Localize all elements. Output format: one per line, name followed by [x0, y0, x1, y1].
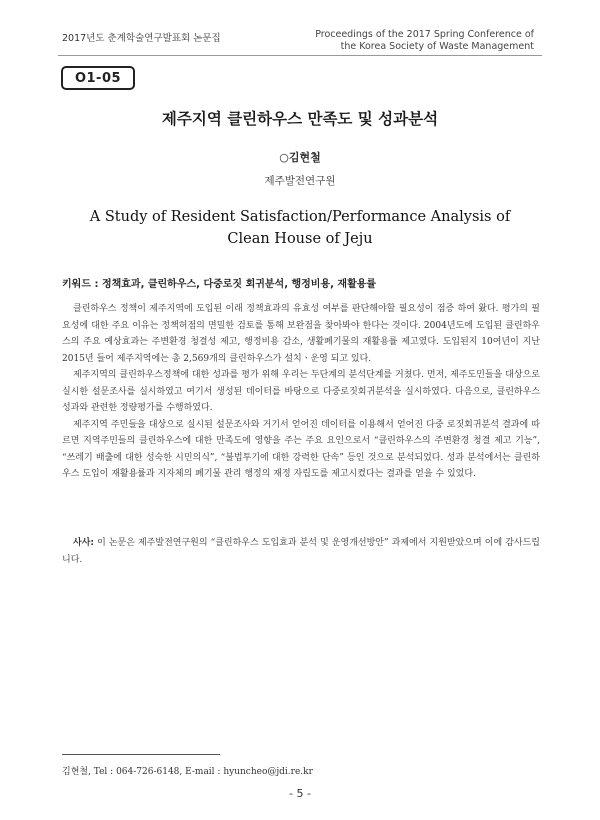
author-contact-footnote: 김현철, Tel : 064-726-6148, E-mail : hyuncheo@jdi.re.kr: [62, 767, 313, 777]
header-conference-ko: 2017년도 춘계학술연구발표회 논문집: [62, 33, 221, 44]
header-en-line1: Proceedings of the 2017 Spring Conference of: [315, 29, 534, 40]
title-en-line2: Clean House of Jeju: [227, 231, 373, 247]
author-affiliation: 제주발전연구원: [264, 175, 336, 187]
ack-text: 이 논문은 제주발전연구원의 “클린하우스 도입효과 분석 및 운영개선방안” 과제에서 지원받았으며 이에 감사드립니다.: [62, 538, 540, 565]
paper-title-english: [0, 206, 600, 250]
ack-label: 사사:: [73, 538, 94, 548]
page-number: - 5 -: [289, 787, 311, 800]
abstract-paragraph: 클린하우스 정책이 제주지역에 도입된 이래 정책효과의 유효성 여부를 판단해야할 필요성이 점증 하여 왔다. 평가의 필요성에 대한 주요 이유는 정책허점의 면밀한 검토를 통해 보완점을 찾아봐야 한다는 것이다. 2004년도에 도입된 클린하우스의 주요 예상효과는 주변환경 청결성 제고, 행정비용 감소, 생활폐기물의 재활용률 제고였다. 도입된지 10여년이 지난 2015년 들어 제주지역에는 총 2,569개의 클린하우스가 설치ㆍ운영 되고 있다.: [62, 304, 540, 364]
abstract-paragraph: 제주지역 주민들을 대상으로 실시된 설문조사와 거기서 얻어진 데이터를 이용해서 얻어진 다중 로짓회귀분석 결과에 따르면 지역주민들의 클린하우스에 대한 만족도에 영향을 주는 주요 요인으로서 “클린하우스의 주변환경 청결 제고 기능”, “쓰레기 배출에 대한 성숙한 시민의식”, “불법투기에 대한 강력한 단속” 등인 것으로 분석되었다. 성과 분석에서는 클린하우스 도입이 재활용률과 지자체의 폐기물 관리 행정의 재정 자립도를 제고시켰다는 결과를 얻을 수 있었다.: [62, 419, 540, 479]
abstract-body: [62, 301, 540, 483]
header-conference-en: [315, 29, 534, 53]
session-code-badge: O1-05: [61, 66, 135, 90]
title-en-line1: A Study of Resident Satisfaction/Performance Analysis of: [89, 209, 511, 225]
author-name: ○김현철: [279, 151, 321, 164]
acknowledgement: [62, 535, 540, 568]
header-en-line2: the Korea Society of Waste Management: [340, 41, 534, 52]
abstract-paragraph: 제주지역의 클린하우스정책에 대한 성과를 평가 위해 우리는 두단계의 분석단계를 거쳤다. 먼저, 제주도민들을 대상으로 실시한 설문조사를 실시하였고 여기서 생성된 데이터를 바탕으로 다중로짓회귀분석을 실시하였다. 다음으로, 클린하우스 성과와 관련한 정량평가를 수행하였다.: [62, 370, 540, 413]
paper-title-korean: 제주지역 클린하우스 만족도 및 성과분석: [161, 110, 439, 128]
keywords-line: 키워드 : 정책효과, 클린하우스, 다중로짓 회귀분석, 행정비용, 재활용률: [62, 279, 377, 290]
header-divider: [58, 55, 542, 56]
footnote-divider: [62, 754, 220, 755]
